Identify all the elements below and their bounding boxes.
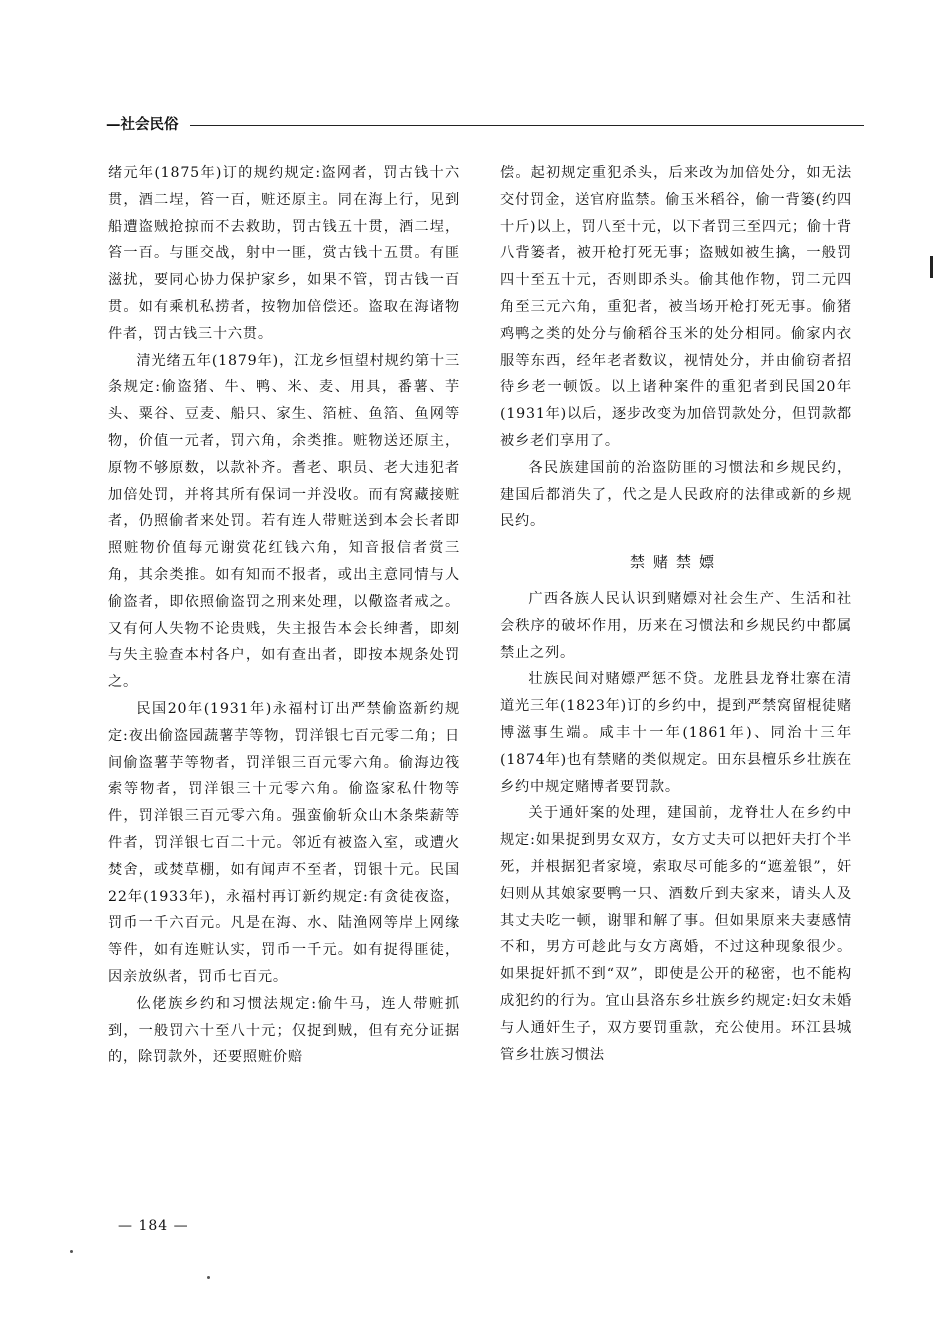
scan-speck	[70, 1250, 73, 1253]
paragraph: 清光绪五年(1879年)，江龙乡恒望村规约第十三条规定:偷盗猪、牛、鸭、米、麦、用具，番薯、芋头、粟谷、豆麦、船只、家生、箔桩、鱼箔、鱼网等物，价值一元者，罚六角，余类推。赃物送还原主，原物不够原数，以款补齐。耆老、职员、老大违犯者加倍处罚，并将其所有保词一并没收。而有窝藏接赃者，仍照偷者来处罚。若有连人带赃送到本会长者即照赃物价值每元谢赏花红钱六角，知音报信者赏三角，其余类推。如有知而不报者，或出主意同情与人偷盗者，即依照偷盗罚之刑来处理，以儆盗者戒之。又有何人失物不论贵贱，失主报告本会长绅耆，即刻与失主验查本村各户，如有查出者，即按本规条处罚之。	[108, 352, 460, 691]
scan-speck	[207, 1276, 210, 1279]
paragraph: 关于通奸案的处理，建国前，龙脊壮人在乡约中规定:如果捉到男女双方，女方丈夫可以把奸夫打个半死，并根据犯者家境，索取尽可能多的“遮羞银”，奸妇则从其娘家要鸭一只、酒数斤到夫家来，请头人及其丈夫吃一顿，谢罪和解了事。但如果原来夫妻感情不和，男方可趁此与女方离婚，不过这种现象很少。如果捉奸抓不到“双”，即使是公开的秘密，也不能构成犯约的行为。宜山县洛东乡壮族乡约规定:妇女未婚与人通奸生子，双方要罚重款，充公使用。环江县城管乡壮族习惯法	[500, 805, 852, 1063]
section-label: —社会民俗	[106, 116, 183, 134]
right-column	[500, 160, 852, 1068]
header-rule	[190, 125, 864, 126]
paragraph: 绪元年(1875年)订的规约规定:盗网者，罚古钱十六贯，酒二埕，笞一百，赃还原主。同在海上行，见到船遭盗贼抢掠而不去救助，罚古钱五十贯，酒二埕，笞一百。与匪交战，射中一匪，赏古钱十五贯。有匪滋扰，要同心协力保护家乡，如果不管，罚古钱一百贯。如有乘机私捞者，按物加倍偿还。盗取在海诸物件者，罚古钱三十六贯。	[108, 165, 460, 342]
margin-mark	[930, 256, 933, 278]
left-column	[108, 160, 460, 1071]
paragraph: 广西各族人民认识到赌嫖对社会生产、生活和社会秩序的破坏作用，历来在习惯法和乡规民约中都属禁止之列。	[500, 590, 852, 661]
paragraph: 仫佬族乡约和习惯法规定:偷牛马，连人带赃抓到，一般罚六十至八十元；仅捉到贼，但有充分证据的，除罚款外，还要照赃价赔	[108, 995, 460, 1066]
paragraph: 壮族民间对赌嫖严惩不贷。龙胜县龙脊壮寨在清道光三年(1823年)订的乡约中，提到严禁窝留棍徒赌博滋事生端。咸丰十一年(1861年)、同治十三年(1874年)也有禁赌的类似规定。田东县檀乐乡壮族在乡约中规定赌博者要罚款。	[500, 671, 852, 795]
page-number: — 184 —	[118, 1218, 189, 1234]
paragraph: 各民族建国前的治盗防匪的习惯法和乡规民约，建国后都消失了，代之是人民政府的法律或新的乡规民约。	[500, 459, 852, 530]
running-header	[106, 116, 864, 136]
paragraph: 偿。起初规定重犯杀头，后来改为加倍处分，如无法交付罚金，送官府监禁。偷玉米稻谷，偷一背篓(约四十斤)以上，罚八至十元，以下者罚三至四元；偷十背八背篓者，被开枪打死无事；盗贼如被生擒，一般罚四十至五十元，否则即杀头。偷其他作物，罚二元四角至三元六角，重犯者，被当场开枪打死无事。偷猪鸡鸭之类的处分与偷稻谷玉米的处分相同。偷家内衣服等东西，经年老者数议，视情处分，并由偷窃者招待乡老一顿饭。以上诸种案件的重犯者到民国20年(1931年)以后，逐步改变为加倍罚款处分，但罚款都被乡老们享用了。	[500, 165, 852, 449]
paragraph: 民国20年(1931年)永福村订出严禁偷盗新约规定:夜出偷盗园蔬薯芋等物，罚洋银七百元零二角；日间偷盗薯芋等物者，罚洋银三百元零六角。偷海边筏索等物者，罚洋银三十元零六角。偷盗家私什物等件，罚洋银三百元零六角。强蛮偷斩众山木条柴薪等件者，罚洋银七百二十元。邻近有被盗入室，或遭火焚舍，或焚草棚，如有闻声不至者，罚银十元。民国22年(1933年)，永福村再订新约规定:有贪徒夜盗，罚币一千六百元。凡是在海、水、陆渔网等岸上网缘等件，如有连赃认实，罚币一千元。如有捉得匪徒，因亲放纵者，罚币七百元。	[108, 700, 460, 985]
section-title: 禁赌禁嫖	[629, 553, 722, 572]
